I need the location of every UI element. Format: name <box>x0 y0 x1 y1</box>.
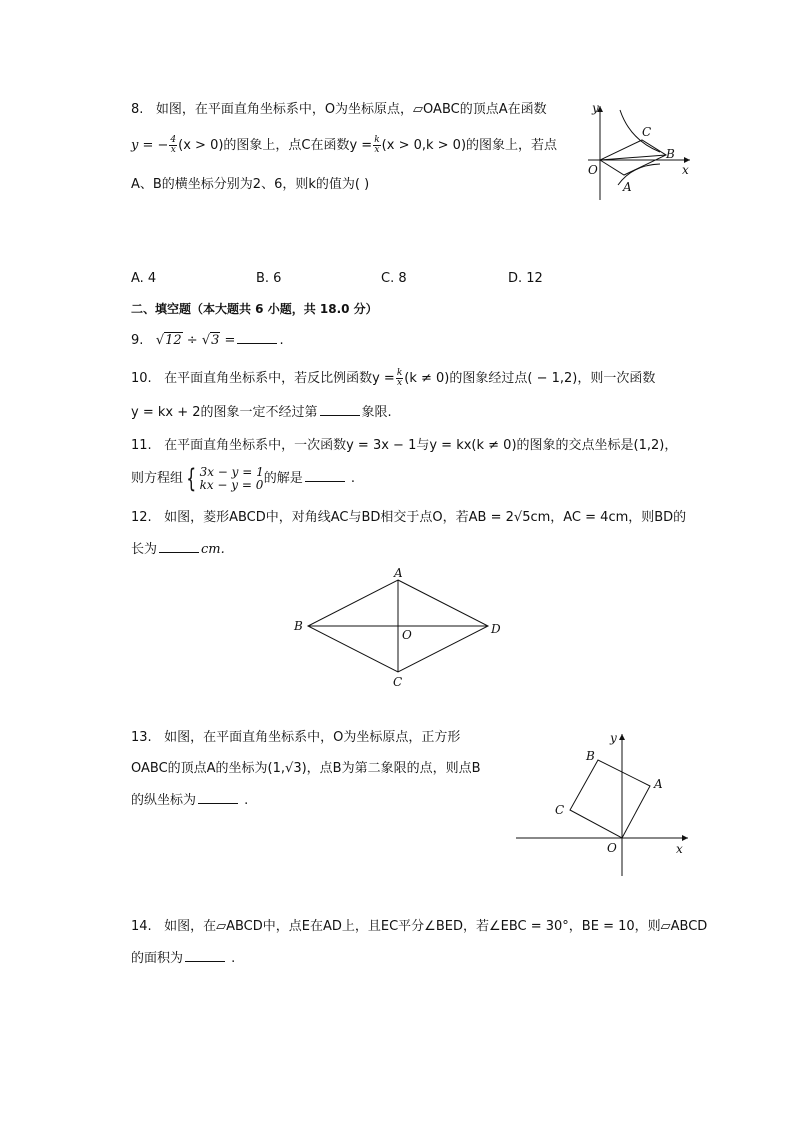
q14-text-line1: 如图，在▱ABCD中，点E在AD上，且EC平分∠BED，若∠EBC = 30°，BE = 10，则▱ABCD <box>164 919 708 934</box>
q11-text-line2c: . <box>350 471 356 486</box>
q12-label-O: O <box>402 628 412 642</box>
q10-number: 10. <box>131 371 152 386</box>
q12-label-A: A <box>394 566 403 580</box>
q10-text-line1b: (k ≠ 0)的图象经过点( − 1,2)，则一次函数 <box>404 371 656 386</box>
q12-unit: cm. <box>201 542 225 557</box>
q10-line1 <box>131 369 655 388</box>
q11-system <box>200 466 264 492</box>
q8-line3: A、B的横坐标分别为2、6，则k的值为( ) <box>131 177 370 192</box>
q8-figure <box>580 100 700 205</box>
q11-line2 <box>131 464 355 494</box>
q11-answer-blank[interactable] <box>305 470 345 482</box>
q11-line1 <box>131 437 677 455</box>
q8-option-c[interactable]: C. 8 <box>381 271 407 286</box>
q13-label-O: O <box>607 841 617 855</box>
q14-answer-blank[interactable] <box>185 950 225 962</box>
q11-text-line1: 在平面直角坐标系中，一次函数y = 3x − 1与y = kx(k ≠ 0)的图象的交点坐标是(1,2)， <box>164 438 678 453</box>
q11-eq1: 3x − y = 1 <box>199 464 264 479</box>
q12-text-line2a: 长为 <box>131 542 158 557</box>
q13-label-A: A <box>654 777 663 791</box>
q10-text-line2b: 象限. <box>361 405 392 420</box>
q12-line1 <box>131 509 686 527</box>
q12-label-D: D <box>491 622 501 636</box>
q8-line2 <box>131 136 557 155</box>
q8-text-line2c: (x > 0,k > 0)的图象上，若点 <box>381 138 558 153</box>
q8-fraction-1-den: x <box>170 145 176 155</box>
q11-eq2: kx − y = 0 <box>199 477 264 492</box>
q13-label-x: x <box>676 842 683 856</box>
q8-text-line2a: y = − <box>131 138 169 153</box>
q10-text-line2a: y = kx + 2的图象一定不经过第 <box>131 405 318 420</box>
q8-label-A: A <box>623 180 632 194</box>
q8-text-line2b: (x > 0)的图象上，点C在函数y = <box>178 138 373 153</box>
q13-label-B: B <box>586 749 595 763</box>
q10-fraction-den: x <box>397 378 403 388</box>
q8-text-line1: 如图，在平面直角坐标系中，O为坐标原点，▱OABC的顶点A在函数 <box>155 102 547 117</box>
q8-option-b[interactable]: B. 6 <box>256 271 282 286</box>
section-title: 二、填空题（本大题共 6 小题，共 18.0 分） <box>131 302 378 316</box>
q13-label-C: C <box>555 803 565 817</box>
q8-fraction-1-num: 4 <box>170 135 177 145</box>
q14-line2 <box>131 950 235 968</box>
q9-number: 9. <box>131 333 144 348</box>
q8-label-B: B <box>666 147 675 161</box>
q13-answer-blank[interactable] <box>198 792 238 804</box>
q12-rhombus-figure <box>288 564 508 692</box>
q9-radicand-1: 12 <box>165 333 182 348</box>
q10-answer-blank[interactable] <box>320 404 360 416</box>
q8-option-a[interactable]: A. 4 <box>131 271 157 286</box>
q12-label-C: C <box>393 675 403 689</box>
q13-label-y: y <box>610 731 617 745</box>
q13-text-line1: 如图，在平面直角坐标系中，O为坐标原点，正方形 <box>164 730 461 745</box>
q12-label-B: B <box>294 619 303 633</box>
q8-label-y: y <box>592 101 599 115</box>
q10-line2 <box>131 404 392 422</box>
q9-line <box>131 332 284 350</box>
q14-number: 14. <box>131 919 152 934</box>
q11-text-line2b: 的解是 <box>263 471 303 486</box>
q8-fraction-2-den: x <box>374 145 380 155</box>
q11-number: 11. <box>131 438 152 453</box>
q8-option-d[interactable]: D. 12 <box>508 271 543 286</box>
q14-text-line2a: 的面积为 <box>131 951 184 966</box>
q8-fraction-2-num: k <box>374 135 380 145</box>
q11-text-line2a: 则方程组 <box>131 471 184 486</box>
q10-text-line1a: 在平面直角坐标系中，若反比例函数y = <box>164 371 395 386</box>
q8-curve-top <box>620 110 660 152</box>
q8-number: 8. <box>131 102 144 117</box>
q12-answer-blank[interactable] <box>159 541 199 553</box>
q14-text-line2b: . <box>231 951 236 966</box>
q13-line2: OABC的顶点A的坐标为(1,√3)，点B为第二象限的点，则点B <box>131 761 481 776</box>
q13-number: 13. <box>131 730 152 745</box>
q12-number: 12. <box>131 510 152 525</box>
q12-line2 <box>131 541 225 559</box>
q9-equals: = <box>224 333 236 348</box>
q8-fraction-1 <box>169 136 177 155</box>
q8-label-C: C <box>642 125 652 139</box>
q13-text-line3a: 的纵坐标为 <box>131 793 197 808</box>
q10-fraction-num: k <box>396 368 403 378</box>
q13-square <box>570 760 650 838</box>
q13-line1 <box>131 729 460 747</box>
q8-fraction-2 <box>373 136 380 155</box>
q10-fraction <box>396 369 403 388</box>
q11-brace: { <box>186 463 197 494</box>
q13-text-line3b: . <box>244 793 249 808</box>
q8-line1 <box>131 101 547 119</box>
q9-divide: ÷ √ <box>186 333 211 348</box>
q9-radicand-2: 3 <box>211 333 220 348</box>
q13-line3 <box>131 792 248 810</box>
q14-line1 <box>131 918 707 936</box>
q8-label-O: O <box>588 163 598 177</box>
q9-sqrt-sign-1: √ <box>155 333 165 348</box>
q9-answer-blank[interactable] <box>237 332 277 344</box>
q12-text-line1: 如图，菱形ABCD中，对角线AC与BD相交于点O，若AB = 2√5cm，AC = 4cm，则BD的 <box>164 510 687 525</box>
q13-figure <box>512 726 698 882</box>
q9-period: . <box>279 333 284 348</box>
q8-label-x: x <box>682 163 689 177</box>
